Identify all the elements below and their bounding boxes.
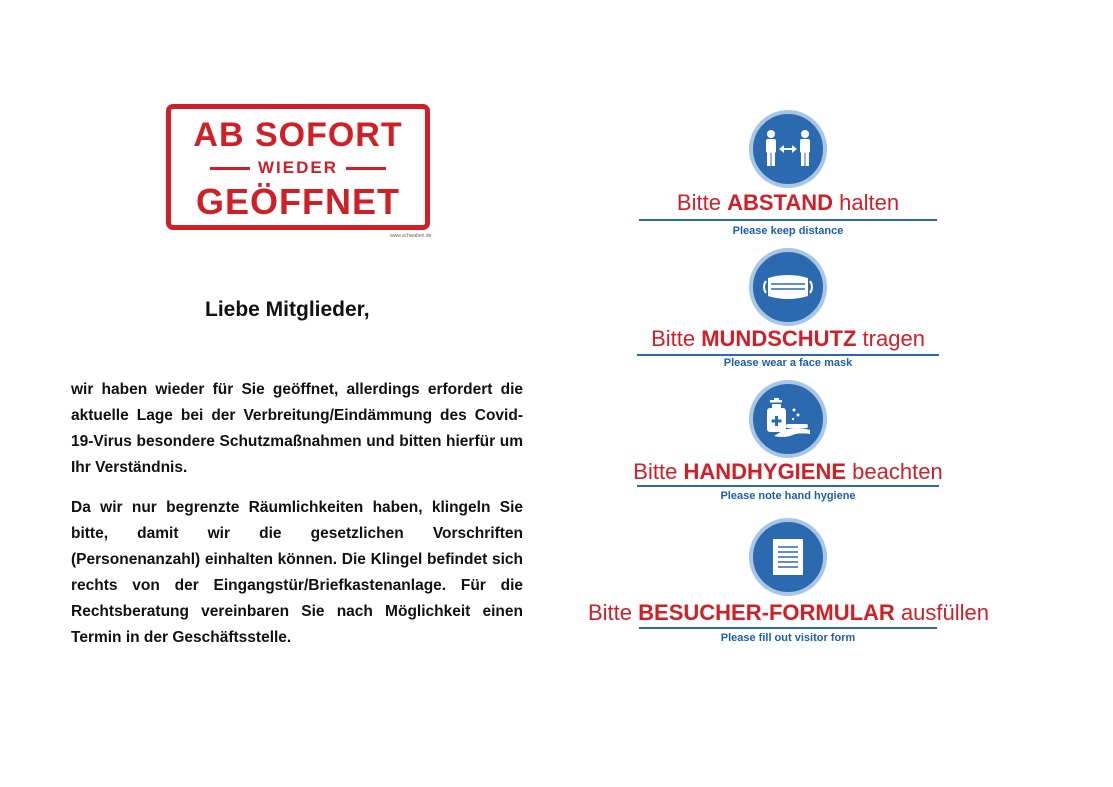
greeting: Liebe Mitglieder, — [205, 298, 370, 321]
distance-icon — [749, 110, 827, 188]
stamp-url: www.schwaben.de — [390, 233, 432, 239]
paragraph-2: Da wir nur begrenzte Räumlichkeiten haben, klingeln Sie bitte, damit wir die gesetzlichen Vorschriften (Personenanzahl) einhalten können. Die Klingel befindet sich rechts von der Eingangstür/Briefkastenanlage. Für die Rechtsberatung vereinbaren Sie nach Möglichkeit einen Termin in der Geschäftsstelle. — [71, 499, 523, 646]
stamp-line-2 — [171, 158, 425, 178]
sign-face-mask — [588, 245, 988, 375]
sign-title: Bitte ABSTAND halten — [676, 190, 900, 215]
sign-underline — [637, 354, 939, 356]
sign-underline — [639, 219, 937, 221]
sign-subtitle: Please fill out visitor form — [720, 632, 856, 644]
hand-hygiene-icon — [749, 380, 827, 458]
sign-title: Bitte HANDHYGIENE beachten — [633, 459, 943, 484]
face-mask-icon — [749, 248, 827, 326]
paragraph-1: wir haben wieder für Sie geöffnet, allerdings erfordert die aktuelle Lage bei der Verbreitung/Eindämmung des Covid-19-Virus besondere Schutzmaßnahmen und bitten hierfür um Ihr Verständnis. — [71, 381, 523, 476]
sign-subtitle: Please keep distance — [732, 225, 844, 237]
sign-underline — [639, 627, 937, 629]
sign-underline — [637, 485, 939, 487]
visitor-form-icon — [749, 518, 827, 596]
stamp-dash-left — [210, 167, 250, 170]
sign-subtitle: Please note hand hygiene — [720, 490, 856, 502]
sign-hand-hygiene — [588, 378, 988, 508]
stamp-line-3: GEÖFFNET — [196, 181, 400, 222]
sign-subtitle: Please wear a face mask — [723, 357, 853, 369]
stamp-dash-right — [346, 167, 386, 170]
sign-title: Bitte BESUCHER-FORMULAR ausfüllen — [588, 600, 990, 625]
sign-title: Bitte MUNDSCHUTZ tragen — [651, 326, 925, 351]
stamp-line-1: AB SOFORT — [193, 116, 403, 154]
stamp-line-2-text: WIEDER — [258, 158, 338, 177]
reopened-stamp — [166, 104, 430, 230]
sign-visitor-form — [588, 518, 988, 653]
sign-distance — [588, 110, 988, 250]
